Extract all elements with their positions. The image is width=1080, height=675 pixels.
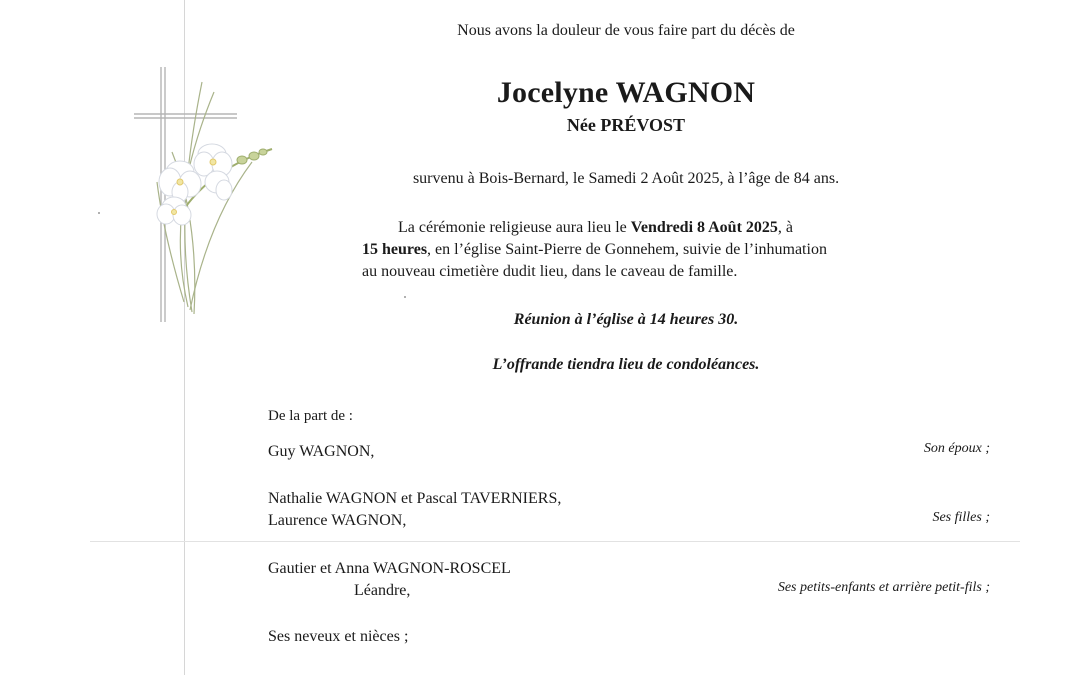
ceremony-prefix: La cérémonie religieuse aura lieu le: [398, 219, 631, 236]
family-intro: De la part de :: [268, 408, 353, 424]
ceremony-line-1: [362, 217, 827, 239]
ceremony-date: Vendredi 8 Août 2025: [630, 219, 778, 236]
family-role: Ses filles ;: [932, 510, 990, 525]
death-details: survenu à Bois-Bernard, le Samedi 2 Août 2025, à l’âge de 84 ans.: [412, 170, 840, 187]
family-role: Son époux ;: [923, 441, 990, 456]
deceased-name: Jocelyne WAGNON: [496, 76, 756, 109]
orchid-buds-icon: [237, 149, 267, 164]
ceremony-time: 15 heures: [362, 241, 428, 258]
intro-text: Nous avons la douleur de vous faire part du décès de: [457, 22, 795, 39]
horizontal-fold-line: [90, 541, 1020, 542]
family-member: Laurence WAGNON,: [268, 512, 407, 529]
ceremony-line-2: [362, 239, 827, 261]
maiden-name: Née PRÉVOST: [566, 115, 686, 135]
offrande-text: L’offrande tiendra lieu de condoléances.: [492, 356, 760, 373]
ceremony-paragraph: [362, 217, 827, 283]
scan-speck: [404, 296, 406, 298]
family-role: Ses petits-enfants et arrière petit-fils ;: [777, 580, 990, 595]
family-member: Gautier et Anna WAGNON-ROSCEL: [268, 560, 511, 577]
ceremony-location: , en l’église Saint-Pierre de Gonnehem, suivie de l’inhumation: [427, 241, 827, 258]
ceremony-suffix: , à: [777, 219, 794, 236]
family-member: Ses neveux et nièces ;: [268, 628, 409, 645]
reunion-text: Réunion à l’église à 14 heures 30.: [513, 311, 739, 328]
family-member: Léandre,: [354, 582, 411, 599]
scan-speck: [98, 212, 100, 214]
family-member: Nathalie WAGNON et Pascal TAVERNIERS,: [268, 490, 562, 507]
ceremony-line-3: au nouveau cimetière dudit lieu, dans le caveau de famille.: [362, 263, 738, 280]
family-member: Guy WAGNON,: [268, 443, 375, 460]
